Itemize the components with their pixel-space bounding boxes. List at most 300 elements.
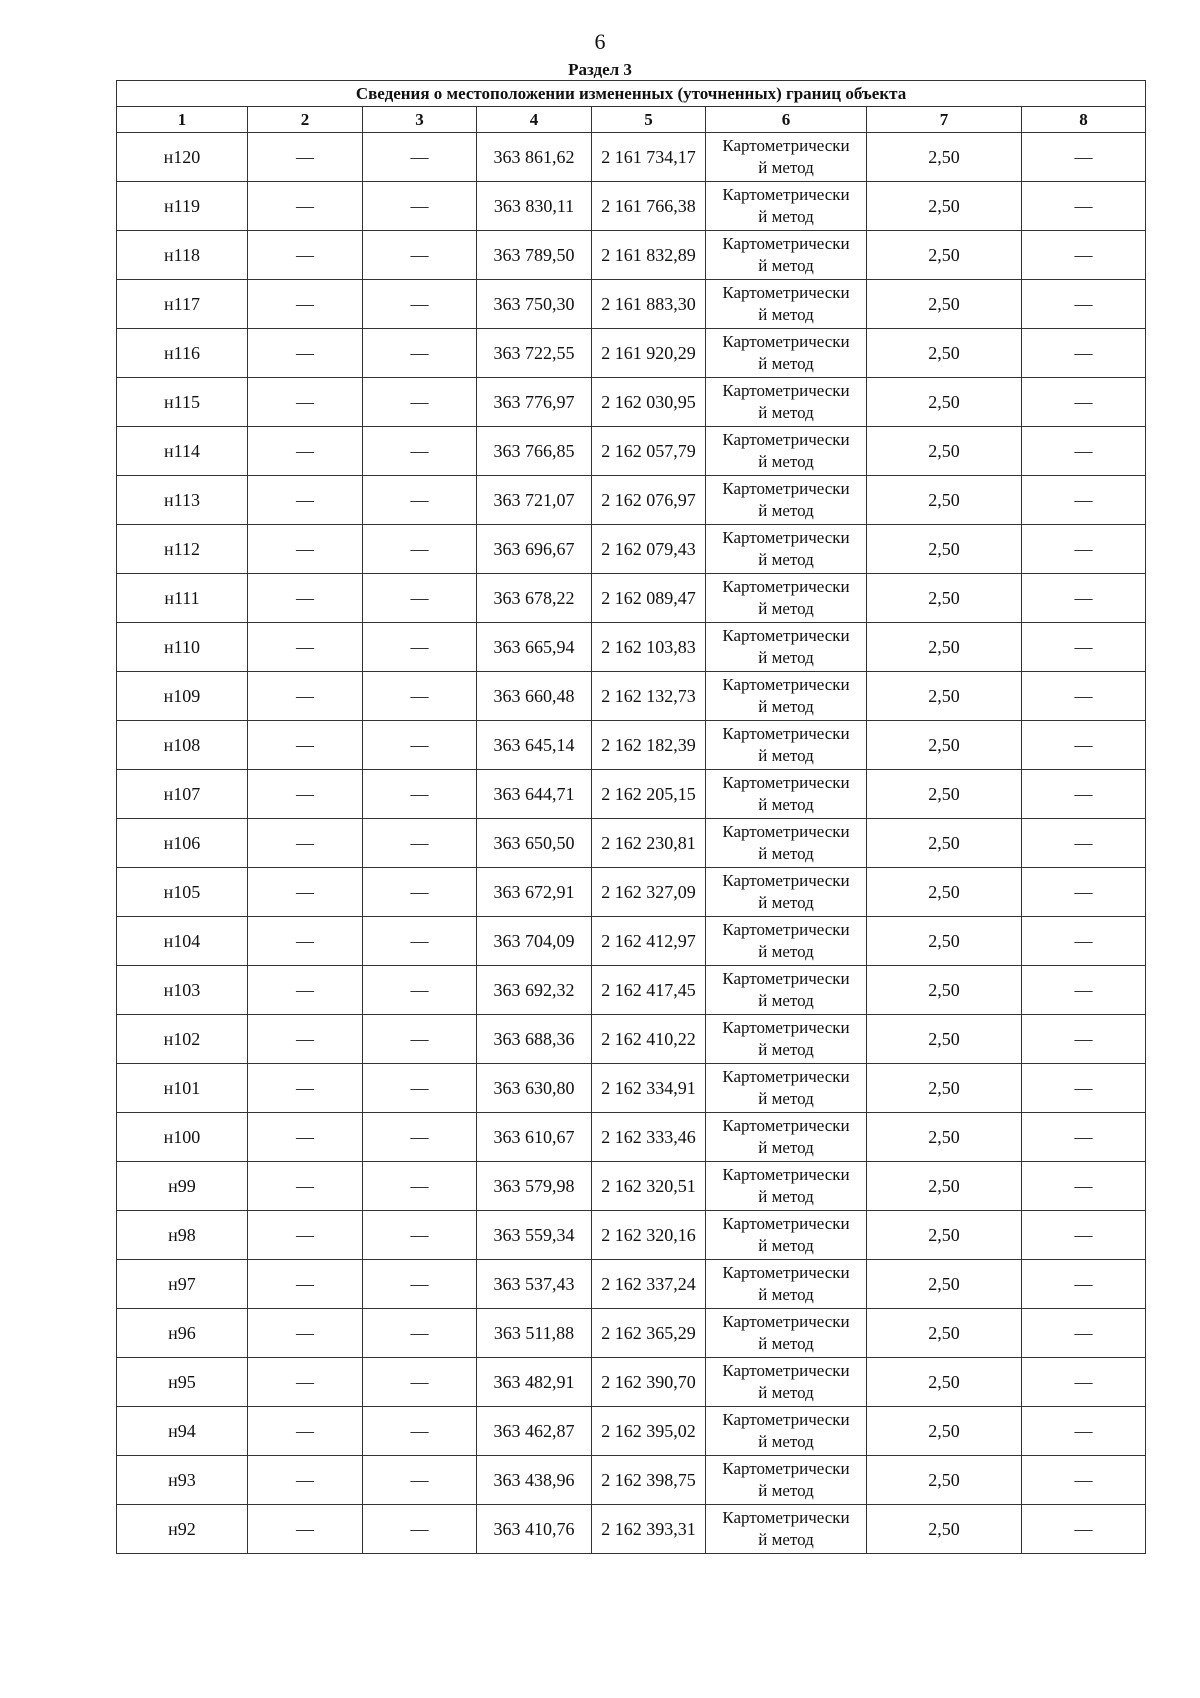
cell-col-3: — [363, 966, 477, 1015]
method-line: й метод [758, 550, 814, 569]
cell-precision: 2,50 [867, 1407, 1022, 1456]
cell-col-2: — [248, 1113, 363, 1162]
cell-col-2: — [248, 1162, 363, 1211]
cell-col-3: — [363, 280, 477, 329]
cell-col-3: — [363, 133, 477, 182]
cell-method [706, 427, 867, 476]
cell-coord-x: 363 579,98 [477, 1162, 592, 1211]
method-line: Картометрически [722, 1508, 850, 1527]
cell-col-3: — [363, 721, 477, 770]
cell-point-name: н95 [117, 1358, 248, 1407]
cell-point-name: н110 [117, 623, 248, 672]
cell-precision: 2,50 [867, 525, 1022, 574]
method-line: й метод [758, 1432, 814, 1451]
column-header-2: 2 [248, 107, 363, 133]
cell-coord-x: 363 704,09 [477, 917, 592, 966]
cell-coord-y: 2 161 883,30 [592, 280, 706, 329]
method-line: й метод [758, 942, 814, 961]
cell-point-name: н115 [117, 378, 248, 427]
column-header-5: 5 [592, 107, 706, 133]
method-line: й метод [758, 1530, 814, 1549]
cell-precision: 2,50 [867, 231, 1022, 280]
cell-coord-x: 363 650,50 [477, 819, 592, 868]
method-line: й метод [758, 158, 814, 177]
cell-coord-y: 2 162 398,75 [592, 1456, 706, 1505]
table-row [117, 427, 1146, 476]
column-header-8: 8 [1022, 107, 1146, 133]
cell-coord-y: 2 162 205,15 [592, 770, 706, 819]
table-row [117, 672, 1146, 721]
method-line: й метод [758, 599, 814, 618]
method-line: Картометрически [722, 234, 850, 253]
cell-point-name: н96 [117, 1309, 248, 1358]
table-row [117, 231, 1146, 280]
table-row [117, 1407, 1146, 1456]
cell-col-2: — [248, 721, 363, 770]
table-row [117, 1260, 1146, 1309]
cell-col-3: — [363, 770, 477, 819]
cell-precision: 2,50 [867, 1456, 1022, 1505]
cell-point-name: н92 [117, 1505, 248, 1554]
cell-method [706, 525, 867, 574]
cell-col-2: — [248, 1309, 363, 1358]
cell-col-3: — [363, 1407, 477, 1456]
cell-point-name: н97 [117, 1260, 248, 1309]
cell-coord-y: 2 162 320,51 [592, 1162, 706, 1211]
cell-precision: 2,50 [867, 574, 1022, 623]
section-title: Раздел 3 [568, 60, 632, 79]
cell-col-2: — [248, 672, 363, 721]
cell-point-name: н109 [117, 672, 248, 721]
method-line: Картометрически [722, 577, 850, 596]
method-line: й метод [758, 893, 814, 912]
cell-col-3: — [363, 427, 477, 476]
method-line: Картометрически [722, 1263, 850, 1282]
cell-method [706, 133, 867, 182]
cell-col-8: — [1022, 378, 1146, 427]
cell-coord-x: 363 645,14 [477, 721, 592, 770]
cell-coord-x: 363 672,91 [477, 868, 592, 917]
cell-col-3: — [363, 1358, 477, 1407]
table-row [117, 133, 1146, 182]
cell-coord-y: 2 162 393,31 [592, 1505, 706, 1554]
cell-col-8: — [1022, 231, 1146, 280]
cell-coord-x: 363 789,50 [477, 231, 592, 280]
method-line: Картометрически [722, 626, 850, 645]
cell-col-3: — [363, 329, 477, 378]
method-line: й метод [758, 452, 814, 471]
cell-method [706, 917, 867, 966]
cell-method [706, 1505, 867, 1554]
method-line: Картометрически [722, 283, 850, 302]
method-line: й метод [758, 354, 814, 373]
cell-point-name: н105 [117, 868, 248, 917]
cell-precision: 2,50 [867, 427, 1022, 476]
method-line: Картометрически [722, 969, 850, 988]
cell-col-2: — [248, 1456, 363, 1505]
cell-precision: 2,50 [867, 1015, 1022, 1064]
method-line: Картометрически [722, 871, 850, 890]
cell-method [706, 1015, 867, 1064]
cell-col-3: — [363, 378, 477, 427]
cell-coord-y: 2 161 766,38 [592, 182, 706, 231]
method-line: й метод [758, 746, 814, 765]
cell-coord-y: 2 162 412,97 [592, 917, 706, 966]
cell-method [706, 1064, 867, 1113]
cell-coord-x: 363 630,80 [477, 1064, 592, 1113]
cell-precision: 2,50 [867, 133, 1022, 182]
method-line: Картометрически [722, 920, 850, 939]
cell-point-name: н103 [117, 966, 248, 1015]
cell-coord-x: 363 410,76 [477, 1505, 592, 1554]
cell-col-8: — [1022, 133, 1146, 182]
column-number-row [117, 107, 1146, 133]
cell-method [706, 1162, 867, 1211]
cell-col-2: — [248, 1211, 363, 1260]
cell-col-2: — [248, 1407, 363, 1456]
cell-precision: 2,50 [867, 623, 1022, 672]
method-line: й метод [758, 1236, 814, 1255]
cell-col-3: — [363, 868, 477, 917]
table-row [117, 1064, 1146, 1113]
cell-method [706, 329, 867, 378]
cell-point-name: н108 [117, 721, 248, 770]
table-row [117, 1358, 1146, 1407]
cell-col-8: — [1022, 721, 1146, 770]
table-title: Сведения о местоположении измененных (уточненных) границ объекта [117, 81, 1146, 107]
cell-coord-y: 2 162 089,47 [592, 574, 706, 623]
cell-col-3: — [363, 1309, 477, 1358]
table-row [117, 1113, 1146, 1162]
cell-coord-y: 2 162 333,46 [592, 1113, 706, 1162]
cell-point-name: н120 [117, 133, 248, 182]
method-line: Картометрически [722, 1067, 850, 1086]
cell-precision: 2,50 [867, 1211, 1022, 1260]
cell-col-3: — [363, 1064, 477, 1113]
method-line: й метод [758, 991, 814, 1010]
cell-method [706, 770, 867, 819]
cell-method [706, 966, 867, 1015]
cell-point-name: н111 [117, 574, 248, 623]
cell-coord-x: 363 678,22 [477, 574, 592, 623]
table-row [117, 917, 1146, 966]
cell-col-8: — [1022, 1505, 1146, 1554]
method-line: й метод [758, 1383, 814, 1402]
cell-precision: 2,50 [867, 721, 1022, 770]
table-row [117, 1309, 1146, 1358]
cell-point-name: н114 [117, 427, 248, 476]
cell-point-name: н112 [117, 525, 248, 574]
cell-method [706, 1358, 867, 1407]
cell-precision: 2,50 [867, 1064, 1022, 1113]
cell-col-2: — [248, 1260, 363, 1309]
cell-coord-x: 363 482,91 [477, 1358, 592, 1407]
cell-col-2: — [248, 427, 363, 476]
cell-method [706, 1407, 867, 1456]
table-row [117, 1015, 1146, 1064]
cell-col-2: — [248, 1015, 363, 1064]
table-row [117, 525, 1146, 574]
table-title-row [117, 81, 1146, 107]
cell-method [706, 378, 867, 427]
cell-col-2: — [248, 231, 363, 280]
cell-col-3: — [363, 1113, 477, 1162]
cell-coord-x: 363 766,85 [477, 427, 592, 476]
table-row [117, 1211, 1146, 1260]
cell-coord-x: 363 861,62 [477, 133, 592, 182]
method-line: Картометрически [722, 332, 850, 351]
cell-precision: 2,50 [867, 1260, 1022, 1309]
cell-method [706, 672, 867, 721]
cell-precision: 2,50 [867, 378, 1022, 427]
cell-method [706, 280, 867, 329]
cell-coord-x: 363 438,96 [477, 1456, 592, 1505]
cell-coord-x: 363 692,32 [477, 966, 592, 1015]
cell-col-2: — [248, 525, 363, 574]
method-line: Картометрически [722, 724, 850, 743]
method-line: Картометрически [722, 773, 850, 792]
cell-col-8: — [1022, 1456, 1146, 1505]
cell-col-2: — [248, 133, 363, 182]
cell-col-8: — [1022, 868, 1146, 917]
cell-coord-y: 2 162 390,70 [592, 1358, 706, 1407]
cell-precision: 2,50 [867, 672, 1022, 721]
cell-col-2: — [248, 182, 363, 231]
cell-coord-y: 2 162 417,45 [592, 966, 706, 1015]
cell-col-2: — [248, 819, 363, 868]
cell-point-name: н106 [117, 819, 248, 868]
cell-col-8: — [1022, 280, 1146, 329]
cell-coord-x: 363 721,07 [477, 476, 592, 525]
cell-coord-x: 363 537,43 [477, 1260, 592, 1309]
method-line: Картометрически [722, 479, 850, 498]
cell-precision: 2,50 [867, 476, 1022, 525]
cell-precision: 2,50 [867, 1113, 1022, 1162]
cell-col-8: — [1022, 1260, 1146, 1309]
cell-col-8: — [1022, 1113, 1146, 1162]
cell-precision: 2,50 [867, 1162, 1022, 1211]
cell-coord-y: 2 162 327,09 [592, 868, 706, 917]
cell-col-8: — [1022, 182, 1146, 231]
cell-col-8: — [1022, 917, 1146, 966]
cell-coord-y: 2 162 395,02 [592, 1407, 706, 1456]
cell-precision: 2,50 [867, 329, 1022, 378]
cell-point-name: н118 [117, 231, 248, 280]
cell-method [706, 1456, 867, 1505]
table-row [117, 770, 1146, 819]
method-line: й метод [758, 305, 814, 324]
column-header-3: 3 [363, 107, 477, 133]
column-header-4: 4 [477, 107, 592, 133]
table-row [117, 182, 1146, 231]
cell-method [706, 868, 867, 917]
cell-col-2: — [248, 1064, 363, 1113]
cell-col-3: — [363, 623, 477, 672]
cell-method [706, 1113, 867, 1162]
method-line: Картометрически [722, 136, 850, 155]
cell-coord-x: 363 644,71 [477, 770, 592, 819]
cell-coord-x: 363 696,67 [477, 525, 592, 574]
cell-method [706, 574, 867, 623]
cell-col-8: — [1022, 966, 1146, 1015]
cell-col-2: — [248, 378, 363, 427]
table-row [117, 476, 1146, 525]
cell-method [706, 1309, 867, 1358]
cell-point-name: н102 [117, 1015, 248, 1064]
cell-col-3: — [363, 182, 477, 231]
cell-col-3: — [363, 672, 477, 721]
cell-precision: 2,50 [867, 1309, 1022, 1358]
method-line: й метод [758, 648, 814, 667]
method-line: Картометрически [722, 1165, 850, 1184]
cell-precision: 2,50 [867, 770, 1022, 819]
table-row [117, 868, 1146, 917]
page-number: 6 [594, 29, 606, 54]
method-line: Картометрически [722, 1018, 850, 1037]
cell-method [706, 182, 867, 231]
cell-col-8: — [1022, 1211, 1146, 1260]
cell-point-name: н116 [117, 329, 248, 378]
method-line: й метод [758, 1334, 814, 1353]
cell-coord-x: 363 511,88 [477, 1309, 592, 1358]
cell-col-3: — [363, 1015, 477, 1064]
cell-method [706, 623, 867, 672]
cell-method [706, 1260, 867, 1309]
cell-coord-y: 2 162 057,79 [592, 427, 706, 476]
cell-point-name: н119 [117, 182, 248, 231]
cell-method [706, 231, 867, 280]
cell-coord-y: 2 162 230,81 [592, 819, 706, 868]
cell-col-8: — [1022, 1015, 1146, 1064]
table-row [117, 721, 1146, 770]
column-header-6: 6 [706, 107, 867, 133]
cell-coord-x: 363 462,87 [477, 1407, 592, 1456]
method-line: й метод [758, 256, 814, 275]
cell-col-2: — [248, 574, 363, 623]
method-line: й метод [758, 207, 814, 226]
cell-coord-y: 2 161 920,29 [592, 329, 706, 378]
cell-coord-y: 2 161 734,17 [592, 133, 706, 182]
cell-col-2: — [248, 917, 363, 966]
method-line: й метод [758, 1089, 814, 1108]
cell-col-8: — [1022, 1309, 1146, 1358]
cell-col-2: — [248, 770, 363, 819]
method-line: й метод [758, 1040, 814, 1059]
cell-method [706, 1211, 867, 1260]
table-row [117, 966, 1146, 1015]
cell-coord-y: 2 162 337,24 [592, 1260, 706, 1309]
table-row [117, 1162, 1146, 1211]
cell-point-name: н93 [117, 1456, 248, 1505]
cell-col-8: — [1022, 1162, 1146, 1211]
method-line: Картометрически [722, 1214, 850, 1233]
table-row [117, 1456, 1146, 1505]
cell-point-name: н104 [117, 917, 248, 966]
cell-coord-x: 363 722,55 [477, 329, 592, 378]
cell-coord-y: 2 162 334,91 [592, 1064, 706, 1113]
cell-col-8: — [1022, 1407, 1146, 1456]
table-row [117, 280, 1146, 329]
cell-col-8: — [1022, 329, 1146, 378]
method-line: й метод [758, 697, 814, 716]
cell-col-2: — [248, 868, 363, 917]
cell-precision: 2,50 [867, 1505, 1022, 1554]
column-header-1: 1 [117, 107, 248, 133]
boundary-coordinates-table [116, 80, 1146, 1554]
method-line: Картометрически [722, 1459, 850, 1478]
cell-col-3: — [363, 476, 477, 525]
method-line: й метод [758, 1138, 814, 1157]
cell-point-name: н100 [117, 1113, 248, 1162]
method-line: й метод [758, 844, 814, 863]
cell-col-2: — [248, 1505, 363, 1554]
cell-col-8: — [1022, 672, 1146, 721]
method-line: Картометрически [722, 1361, 850, 1380]
cell-coord-y: 2 162 182,39 [592, 721, 706, 770]
cell-coord-x: 363 660,48 [477, 672, 592, 721]
cell-col-8: — [1022, 623, 1146, 672]
cell-coord-x: 363 559,34 [477, 1211, 592, 1260]
cell-point-name: н98 [117, 1211, 248, 1260]
cell-col-3: — [363, 1260, 477, 1309]
method-line: Картометрически [722, 675, 850, 694]
cell-method [706, 819, 867, 868]
cell-precision: 2,50 [867, 182, 1022, 231]
table-row [117, 378, 1146, 427]
cell-point-name: н113 [117, 476, 248, 525]
cell-point-name: н99 [117, 1162, 248, 1211]
cell-col-3: — [363, 1505, 477, 1554]
method-line: й метод [758, 1285, 814, 1304]
cell-col-8: — [1022, 574, 1146, 623]
table-row [117, 329, 1146, 378]
method-line: й метод [758, 501, 814, 520]
cell-coord-x: 363 830,11 [477, 182, 592, 231]
method-line: Картометрически [722, 185, 850, 204]
method-line: й метод [758, 1187, 814, 1206]
cell-precision: 2,50 [867, 868, 1022, 917]
table-row [117, 623, 1146, 672]
cell-col-2: — [248, 1358, 363, 1407]
cell-coord-x: 363 688,36 [477, 1015, 592, 1064]
method-line: Картометрически [722, 528, 850, 547]
method-line: й метод [758, 1481, 814, 1500]
cell-col-2: — [248, 280, 363, 329]
method-line: Картометрически [722, 1312, 850, 1331]
method-line: Картометрически [722, 1410, 850, 1429]
method-line: й метод [758, 403, 814, 422]
cell-col-3: — [363, 917, 477, 966]
cell-col-3: — [363, 525, 477, 574]
table-row [117, 574, 1146, 623]
cell-col-2: — [248, 966, 363, 1015]
cell-point-name: н117 [117, 280, 248, 329]
cell-col-8: — [1022, 1064, 1146, 1113]
cell-precision: 2,50 [867, 966, 1022, 1015]
cell-coord-y: 2 162 030,95 [592, 378, 706, 427]
cell-method [706, 721, 867, 770]
cell-col-3: — [363, 1211, 477, 1260]
cell-coord-x: 363 776,97 [477, 378, 592, 427]
method-line: Картометрически [722, 822, 850, 841]
cell-coord-y: 2 162 365,29 [592, 1309, 706, 1358]
cell-precision: 2,50 [867, 819, 1022, 868]
cell-coord-y: 2 162 103,83 [592, 623, 706, 672]
cell-coord-x: 363 610,67 [477, 1113, 592, 1162]
table-row [117, 819, 1146, 868]
cell-point-name: н101 [117, 1064, 248, 1113]
cell-point-name: н94 [117, 1407, 248, 1456]
